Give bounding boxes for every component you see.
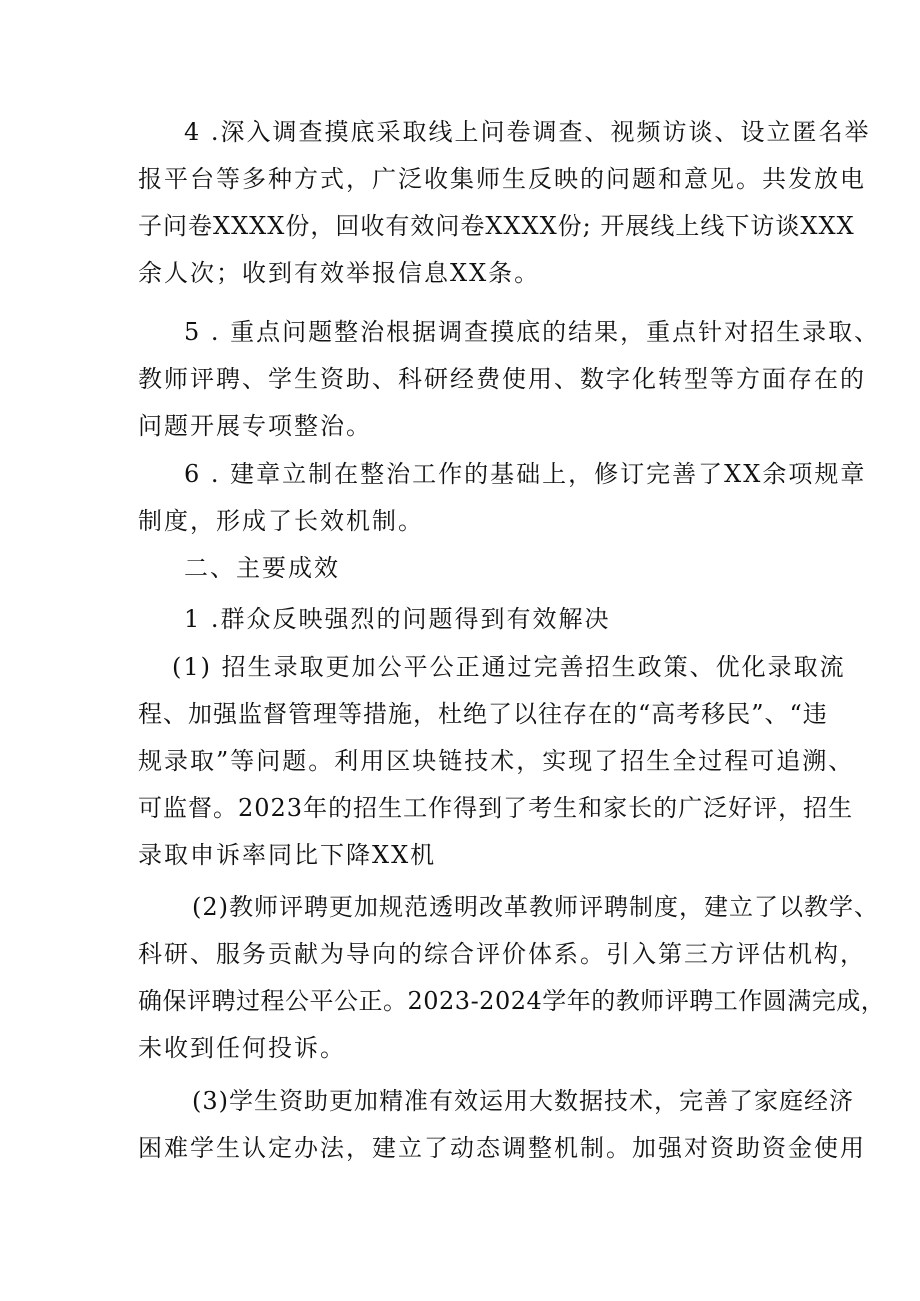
item-2-line-1: (2)教师评聘更加规范透明改革教师评聘制度，建立了以教学、 [192,893,879,921]
para-4-line-3: 子问卷XXXX份，回收有效问卷XXXX份; 开展线上线下访谈XXX [138,212,855,240]
para-6-line-1: 6 . 建章立制在整治工作的基础上，修订完善了XX余项规章 [184,460,867,488]
item-2-line-2: 科研、服务贡献为导向的综合评价体系。引入第三方评估机构， [138,940,866,968]
section-heading: 二、主要成效 [184,554,340,582]
item-1-line-4: 可监督。2023年的招生工作得到了考生和家长的广泛好评，招生 [138,794,854,822]
para-4-line-1: 4 .深入调查摸底采取线上问卷调查、视频访谈、设立匿名举 [184,118,871,146]
para-5-line-3: 问题开展专项整治。 [138,412,372,440]
item-2-line-4: 未收到任何投诉。 [138,1034,346,1062]
para-5-line-2: 教师评聘、学生资助、科研经费使用、数字化转型等方面存在的 [138,365,866,393]
item-1-line-1: (1) 招生录取更加公平公正通过完善招生政策、优化录取流 [172,653,846,681]
item-1-line-2: 程、加强监督管理等措施，杜绝了以往存在的“高考移民”、“违 [138,700,828,728]
item-1-line-3: 规录取”等问题。利用区块链技术，实现了招生全过程可追溯、 [138,747,855,775]
subsection-1-heading: 1 .群众反映强烈的问题得到有效解决 [184,605,611,633]
item-3-line-2: 困难学生认定办法，建立了动态调整机制。加强对资助资金使用 [138,1134,866,1162]
para-4-line-2: 报平台等多种方式，广泛收集师生反映的问题和意见。共发放电 [138,165,866,193]
item-3-line-1: (3)学生资助更加精准有效运用大数据技术，完善了家庭经济 [192,1087,854,1115]
para-6-line-2: 制度，形成了长效机制。 [138,507,424,535]
item-1-line-5: 录取申诉率同比下降XX机 [138,841,437,869]
para-5-line-1: 5 . 重点问题整治根据调查摸底的结果，重点针对招生录取、 [184,318,881,346]
para-4-line-4: 余人次；收到有效举报信息XX条。 [138,259,541,287]
item-2-line-3: 确保评聘过程公平公正。2023-2024学年的教师评聘工作圆满完成， [138,987,886,1015]
